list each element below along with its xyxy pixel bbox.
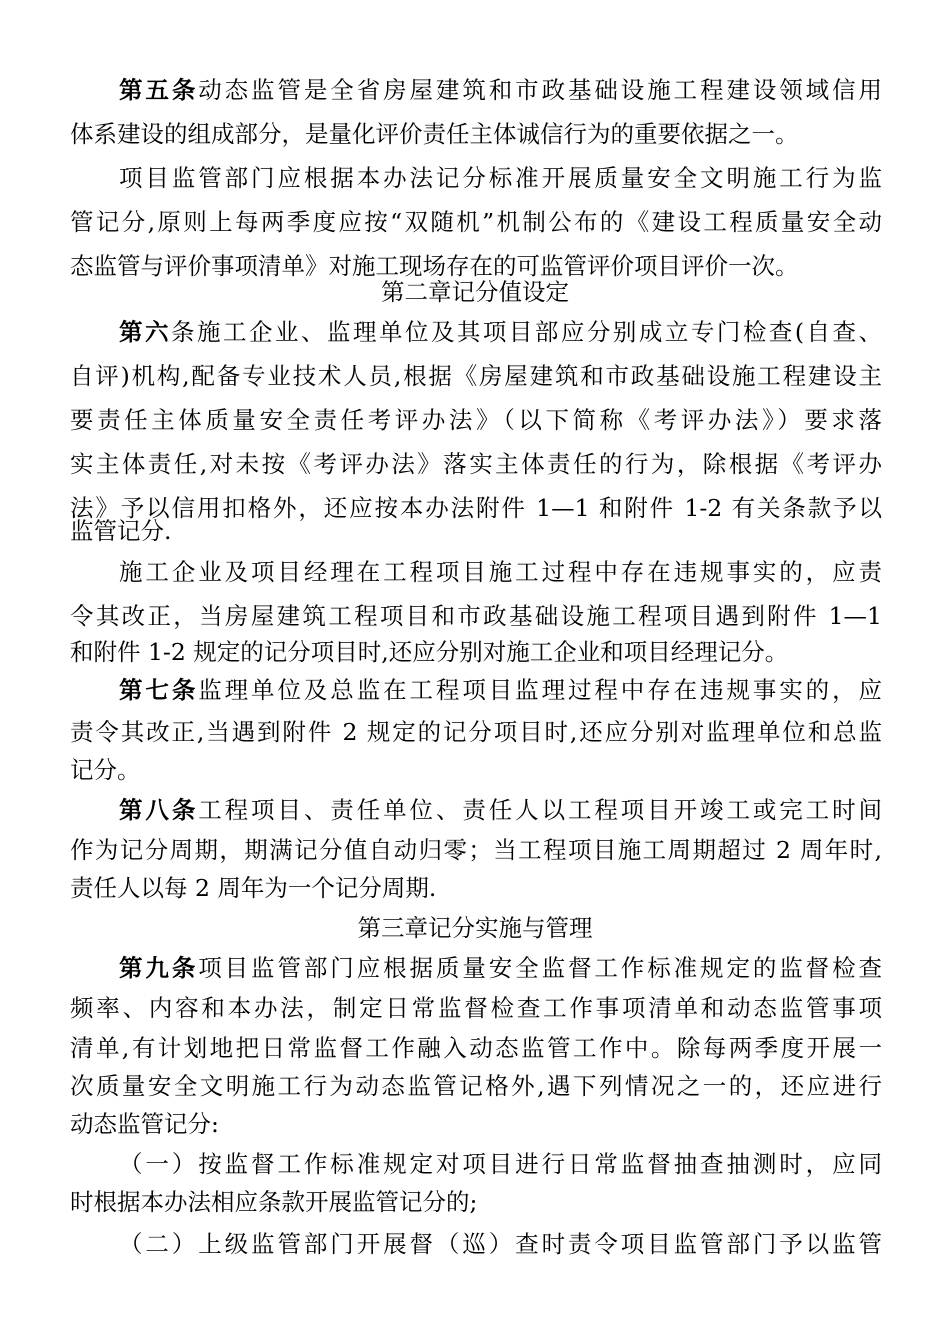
article-8-label: 第八条 xyxy=(119,796,199,824)
paragraph-5b-line-2: 管记分,原则上每两季度应按“双随机”机制公布的《建设工程质量安全动 xyxy=(70,208,882,236)
article-6-line-2: 自评)机构,配备专业技术人员,根据《房屋建筑和市政基础设施工程建设主 xyxy=(70,362,882,390)
article-9-line-3: 清单,有计划地把日常监督工作融入动态监管工作中。除每两季度开展一 xyxy=(70,1034,882,1062)
article-7-line-2: 责令其改正,当遇到附件 2 规定的记分项目时,还应分别对监理单位和总监 xyxy=(70,718,882,746)
item-1-line-1: （一）按监督工作标准规定对项目进行日常监督抽查抽测时，应同 xyxy=(119,1150,882,1178)
article-5-line-2: 体系建设的组成部分，是量化评价责任主体诚信行为的重要依据之一。 xyxy=(70,120,799,148)
chapter-3-heading: 第三章记分实施与管理 xyxy=(357,914,593,942)
article-6-line-6: 监管记分. xyxy=(70,517,172,545)
article-7-text: 监理单位及总监在工程项目监理过程中存在违规事实的，应 xyxy=(198,676,882,704)
chapter-2-heading: 第二章记分值设定 xyxy=(381,278,569,306)
article-7-line-3: 记分。 xyxy=(70,756,141,784)
article-9-line-4: 次质量安全文明施工行为动态监管记格外,遇下列情况之一的，还应进行 xyxy=(70,1072,882,1100)
paragraph-6b-line-1: 施工企业及项目经理在工程项目施工过程中存在违规事实的，应责 xyxy=(119,558,882,586)
article-8-text: 工程项目、责任单位、责任人以工程项目开竣工或完工时间 xyxy=(198,796,882,824)
article-5-line-1 xyxy=(119,68,882,112)
article-9-text: 项目监管部门应根据质量安全监督工作标准规定的监督检查 xyxy=(198,954,882,982)
article-6-text: 条施工企业、监理单位及其项目部应分别成立专门检查(自查、 xyxy=(171,318,882,346)
article-6-line-5: 法》予以信用扣格外，还应按本办法附件 1—1 和附件 1-2 有关条款予以 xyxy=(70,494,882,522)
paragraph-5b-line-3: 态监管与评价事项清单》对施工现场存在的可监管评价项目评价一次。 xyxy=(70,252,799,280)
article-8-line-1 xyxy=(119,788,882,832)
article-9-line-5: 动态监管记分: xyxy=(70,1110,219,1138)
item-2-line-1: （二）上级监管部门开展督（巡）查时责令项目监管部门予以监管 xyxy=(119,1230,882,1258)
article-9-line-2: 频率、内容和本办法，制定日常监督检查工作事项清单和动态监管事项 xyxy=(70,994,882,1022)
article-9-label: 第九条 xyxy=(119,954,199,982)
paragraph-5b-line-1: 项目监管部门应根据本办法记分标准开展质量安全文明施工行为监 xyxy=(119,164,882,192)
article-8-line-2: 作为记分周期，期满记分值自动归零；当工程项目施工周期超过 2 周年时, xyxy=(70,836,882,864)
article-6-line-4: 实主体责任,对未按《考评办法》落实主体责任的行为，除根据《考评办 xyxy=(70,450,882,478)
article-8-line-3: 责任人以每 2 周年为一个记分周期. xyxy=(70,874,437,902)
article-7-label: 第七条 xyxy=(119,676,199,704)
article-7-line-1 xyxy=(119,668,882,712)
item-1-line-2: 时根据本办法相应条款开展监管记分的; xyxy=(70,1188,478,1216)
article-6-line-1 xyxy=(119,310,882,354)
article-5-text: 动态监管是全省房屋建筑和市政基础设施工程建设领域信用 xyxy=(198,76,882,104)
article-6-line-3: 要责任主体质量安全责任考评办法》（以下简称《考评办法》）要求落 xyxy=(70,406,882,434)
paragraph-6b-line-2: 令其改正，当房屋建筑工程项目和市政基础设施工程项目遇到附件 1—1 xyxy=(70,602,882,630)
article-6-label: 第六 xyxy=(119,318,171,346)
article-5-label: 第五条 xyxy=(119,76,199,104)
paragraph-6b-line-3: 和附件 1-2 规定的记分项目时,还应分别对施工企业和项目经理记分。 xyxy=(70,638,789,666)
article-9-line-1 xyxy=(119,946,882,990)
